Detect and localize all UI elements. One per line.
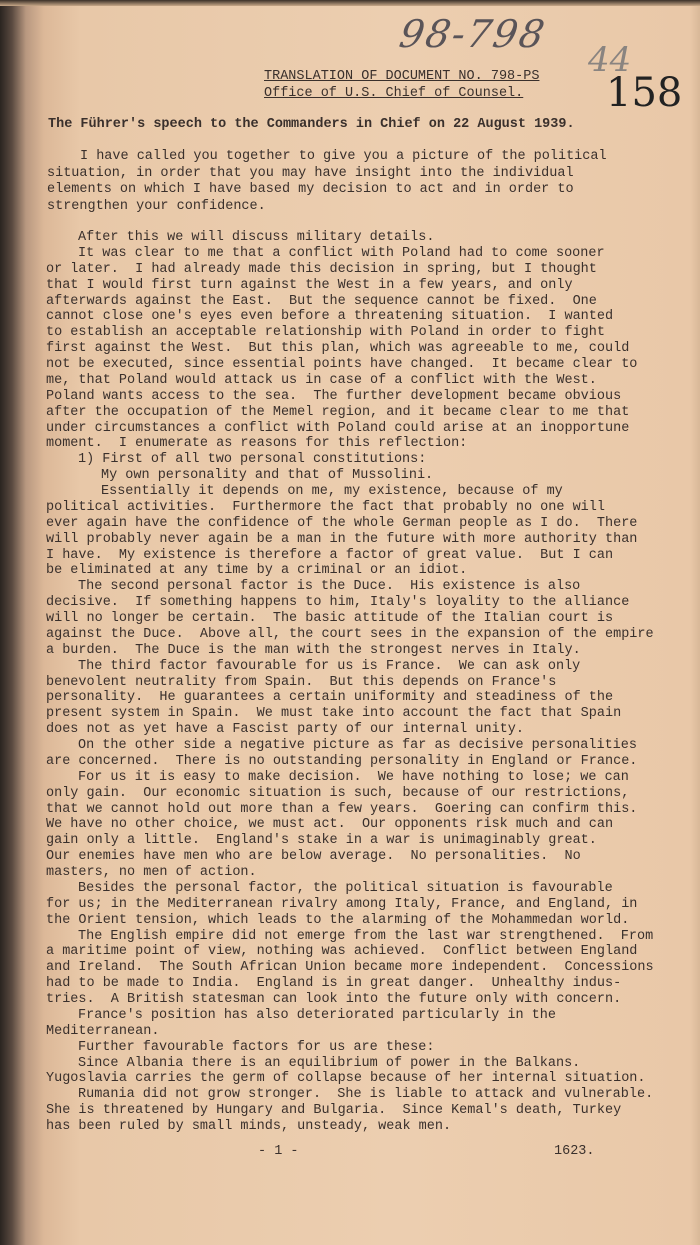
text-line: She is threatened by Hungary and Bulgaria. Since Kemal's death, Turkey	[46, 1103, 622, 1119]
text-line: cannot close one's eyes even before a threatening situation. I wanted	[46, 309, 614, 325]
text-line: does not as yet have a Fascist party of our internal unity.	[46, 722, 524, 738]
text-line: Mediterranean.	[46, 1023, 160, 1039]
text-line: The third factor favourable for us is France. We can ask only	[78, 658, 581, 674]
text-line: Poland wants access to the sea. The further development became obvious	[46, 388, 622, 404]
text-line: gain only a little. England's stake in a war is unimaginably great.	[46, 833, 597, 849]
document-number-footer: 1623.	[554, 1144, 595, 1159]
text-line: that we cannot hold out more than a few years. Goering can confirm this.	[46, 801, 638, 817]
text-line: Our enemies have men who are below average. No personalities. No	[46, 849, 581, 865]
text-line: present system in Spain. We must take into account the fact that Spain	[46, 706, 622, 722]
text-line: after the occupation of the Memel region, and it became clear to me that	[46, 404, 630, 420]
text-line: elements on which I have based my decision to act and in order to	[47, 182, 574, 197]
text-line: afterwards against the East. But the sequence cannot be fixed. One	[46, 293, 597, 309]
text-line: ever again have the confidence of the whole German people as I do. There	[46, 515, 638, 531]
text-line: political activities. Furthermore the fact that probably no one will	[46, 499, 605, 515]
text-line: not be executed, since essential points have changed. It became clear to	[46, 357, 638, 372]
text-line: will no longer be certain. The basic attitude of the Italian court is	[46, 611, 614, 626]
handwritten-page-mark: 158	[606, 70, 683, 116]
text-line: I have called you together to give you a picture of the political	[80, 149, 607, 164]
text-line: moment. I enumerate as reasons for this reflection:	[46, 436, 468, 452]
text-line: Essentially it depends on me, my existence, because of my	[101, 484, 563, 499]
text-line: France's position has also deteriorated particularly in the	[78, 1007, 556, 1023]
text-line: for us; in the Mediterranean rivalry among Italy, France, and England, in	[46, 896, 638, 912]
text-line: me, that Poland would attack us in case of a conflict with the West.	[46, 372, 597, 388]
text-line: situation, in order that you may have insight into the individual	[47, 165, 574, 181]
text-line: be eliminated at any time by a criminal or an idiot.	[46, 563, 468, 579]
text-line: Rumania did not grow stronger. She is liable to attack and vulnerable.	[78, 1087, 654, 1103]
text-line: For us it is easy to make decision. We have nothing to lose; we can	[78, 769, 629, 785]
header-office-line: Office of U.S. Chief of Counsel.	[264, 86, 524, 101]
text-line: a burden. The Duce is the man with the strongest nerves in Italy.	[46, 642, 581, 658]
text-line: that I would first turn against the West in a few years, and only	[46, 277, 573, 293]
handwritten-document-number: 98-798	[396, 12, 550, 56]
text-line: against the Duce. Above all, the court sees in the expansion of the empire	[46, 626, 654, 642]
text-line: a maritime point of view, nothing was achieved. Conflict between England	[46, 944, 638, 960]
text-line: masters, no men of action.	[46, 865, 257, 880]
text-line: to establish an acceptable relationship with Poland in order to fight	[46, 325, 605, 341]
text-line: strengthen your confidence.	[47, 198, 266, 214]
text-line: I have. My existence is therefore a factor of great value. But I can	[46, 547, 614, 563]
text-line: Since Albania there is an equilibrium of power in the Balkans.	[78, 1055, 581, 1071]
text-line: had to be made to India. England is in great danger. Unhealthy indus-	[46, 976, 622, 992]
text-line: Further favourable factors for us are these:	[78, 1039, 435, 1055]
text-line: are concerned. There is no outstanding personality in England or France.	[46, 753, 638, 769]
text-line: personality. He guarantees a certain uniformity and steadiness of the	[46, 690, 614, 706]
handwritten-mark: 44	[588, 40, 632, 80]
text-line: The English empire did not emerge from the last war strengthened. From	[78, 928, 654, 944]
header-translation-line: TRANSLATION OF DOCUMENT NO. 798-PS	[264, 69, 540, 84]
text-line: will probably never again be a man in the future with more authority than	[46, 531, 638, 547]
document-title: The Führer's speech to the Commanders in Chief on 22 August 1939.	[48, 117, 575, 132]
text-line: 1) First of all two personal constitutions:	[78, 452, 427, 468]
text-line: first against the West. But this plan, which was agreeable to me, could	[46, 341, 630, 357]
text-line: under circumstances a conflict with Poland could arise at an inopportune	[46, 420, 630, 436]
text-line: On the other side a negative picture as far as decisive personalities	[78, 738, 637, 753]
text-line: or later. I had already made this decision in spring, but I thought	[46, 261, 597, 277]
text-line: benevolent neutrality from Spain. But this depends on France's	[46, 674, 557, 690]
text-line: My own personality and that of Mussolini.	[101, 468, 434, 484]
page-top-edge	[0, 0, 700, 6]
text-line: decisive. If something happens to him, Italy's loyality to the alliance	[46, 595, 630, 611]
text-line: only gain. Our economic situation is such, because of our restrictions,	[46, 785, 630, 801]
page-number: - 1 -	[258, 1144, 299, 1159]
text-line: It was clear to me that a conflict with Poland had to come sooner	[78, 245, 605, 261]
text-line: the Orient tension, which leads to the alarming of the Mohammedan world.	[46, 912, 630, 928]
text-line: Besides the personal factor, the political situation is favourable	[78, 880, 613, 896]
text-line: After this we will discuss military details.	[78, 230, 435, 245]
text-line: and Ireland. The South African Union became more independent. Concessions	[46, 960, 654, 976]
text-line: The second personal factor is the Duce. His existence is also	[78, 579, 581, 595]
text-line: has been ruled by small minds, unsteady, weak men.	[46, 1119, 452, 1134]
text-line: We have no other choice, we must act. Our opponents risk much and can	[46, 817, 614, 833]
text-line: Yugoslavia carries the germ of collapse because of her internal situation.	[46, 1071, 646, 1087]
text-line: tries. A British statesman can look into the future only with concern.	[46, 992, 622, 1007]
